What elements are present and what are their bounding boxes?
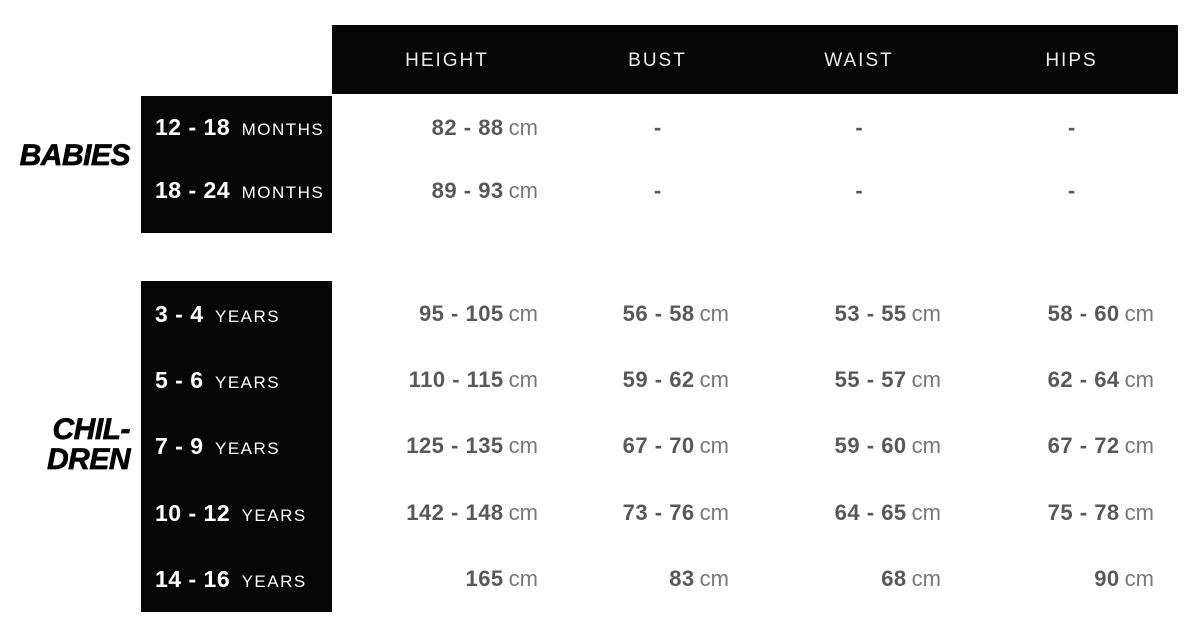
waist-empty: - [855,114,863,140]
header-height: HEIGHT [405,49,489,71]
age-range-label [141,500,332,527]
bust-value [562,301,753,327]
measurement-value: 125 - 135 [406,433,504,458]
measurement-unit: cm [911,301,941,326]
measurement-unit: cm [1124,566,1154,591]
waist-value [753,301,965,327]
measurement-value: 165 [465,566,504,591]
height-value [332,367,562,393]
table-row [141,347,1178,413]
measurement-value: 58 - 60 [1047,301,1120,326]
age-unit: YEARS [214,372,281,392]
age-unit: MONTHS [241,120,325,139]
measurement-unit: cm [508,177,538,203]
height-value [332,301,562,327]
measurement-unit: cm [911,566,941,591]
group-label-babies [0,141,130,171]
measurement-unit: cm [699,367,729,392]
hips-value [965,566,1178,592]
measurement-value: 73 - 76 [622,500,695,525]
height-value [332,500,562,526]
measurement-unit: cm [699,433,729,458]
header-bust: BUST [628,49,687,71]
bust-value [562,500,753,526]
age-unit: YEARS [241,505,307,525]
table-row [141,546,1178,612]
waist-empty: - [855,177,863,203]
age-range: 7 - 9 [155,432,204,459]
header-hips: HIPS [1045,49,1098,71]
measurement-unit: cm [911,500,941,525]
measurement-value: 90 [1094,566,1120,591]
measurement-value: 95 - 105 [418,301,504,326]
measurement-unit: cm [1124,301,1154,326]
hips-value [965,367,1178,393]
age-range-label [141,433,332,460]
table-row [141,413,1178,479]
measurement-value: 68 [881,566,907,591]
table-row [141,96,1178,159]
group-label-line: BABIES [19,139,130,172]
group-label-line: CHIL- [52,413,130,446]
height-value [332,566,562,592]
measurement-unit: cm [1124,433,1154,458]
measurement-value: 53 - 55 [834,301,907,326]
age-range: 5 - 6 [155,366,204,393]
age-range: 3 - 4 [155,300,204,327]
age-range: 14 - 16 [155,565,231,592]
measurement-unit: cm [508,114,538,140]
table-header [332,25,1178,94]
measurement-unit: cm [508,301,538,326]
measurement-unit: cm [911,433,941,458]
measurement-value: 55 - 57 [834,367,907,392]
measurement-value: 75 - 78 [1047,500,1120,525]
measurement-unit: cm [911,367,941,392]
table-row [141,281,1178,347]
age-unit: YEARS [241,571,307,591]
measurement-unit: cm [699,566,729,591]
measurement-unit: cm [508,367,538,392]
measurement-value: 82 - 88 [431,114,504,140]
waist-value [753,433,965,459]
waist-value [753,367,965,393]
group-label-line: DREN [46,443,130,476]
age-unit: YEARS [214,306,281,326]
measurement-unit: cm [699,500,729,525]
bust-value [562,367,753,393]
measurement-value: 59 - 62 [622,367,695,392]
bust-value [562,433,753,459]
age-range: 12 - 18 [155,114,231,140]
hips-value [965,500,1178,526]
age-unit: MONTHS [241,183,325,202]
header-waist: WAIST [824,49,894,71]
group-label-children [0,415,130,475]
age-range-label [141,367,332,394]
age-unit: YEARS [214,438,281,458]
measurement-value: 62 - 64 [1047,367,1120,392]
measurement-value: 89 - 93 [431,177,504,203]
bust-empty: - [653,114,662,140]
height-value [332,115,562,141]
age-range: 10 - 12 [155,499,231,526]
waist-value [753,500,965,526]
age-range-label [141,566,332,593]
hips-value [965,433,1178,459]
measurement-value: 64 - 65 [834,500,907,525]
height-value [332,433,562,459]
waist-value [753,566,965,592]
hips-empty: - [1067,177,1076,203]
measurement-value: 56 - 58 [622,301,695,326]
measurement-value: 110 - 115 [408,367,504,392]
measurement-unit: cm [508,500,538,525]
age-range-label [141,301,332,328]
measurement-value: 67 - 72 [1047,433,1120,458]
measurement-unit: cm [508,566,538,591]
bust-empty: - [653,177,662,203]
bust-value [562,566,753,592]
table-row [141,480,1178,546]
measurement-value: 83 [669,566,695,591]
measurement-unit: cm [1124,367,1154,392]
measurement-value: 142 - 148 [406,500,504,525]
hips-value [965,301,1178,327]
height-value [332,178,562,204]
age-range-label [141,177,332,204]
measurement-value: 59 - 60 [834,433,907,458]
measurement-unit: cm [699,301,729,326]
measurement-value: 67 - 70 [622,433,695,458]
age-range-label [141,114,332,141]
measurement-unit: cm [1124,500,1154,525]
age-range: 18 - 24 [155,177,231,203]
measurement-unit: cm [508,433,538,458]
table-row [141,159,1178,222]
hips-empty: - [1067,114,1076,140]
